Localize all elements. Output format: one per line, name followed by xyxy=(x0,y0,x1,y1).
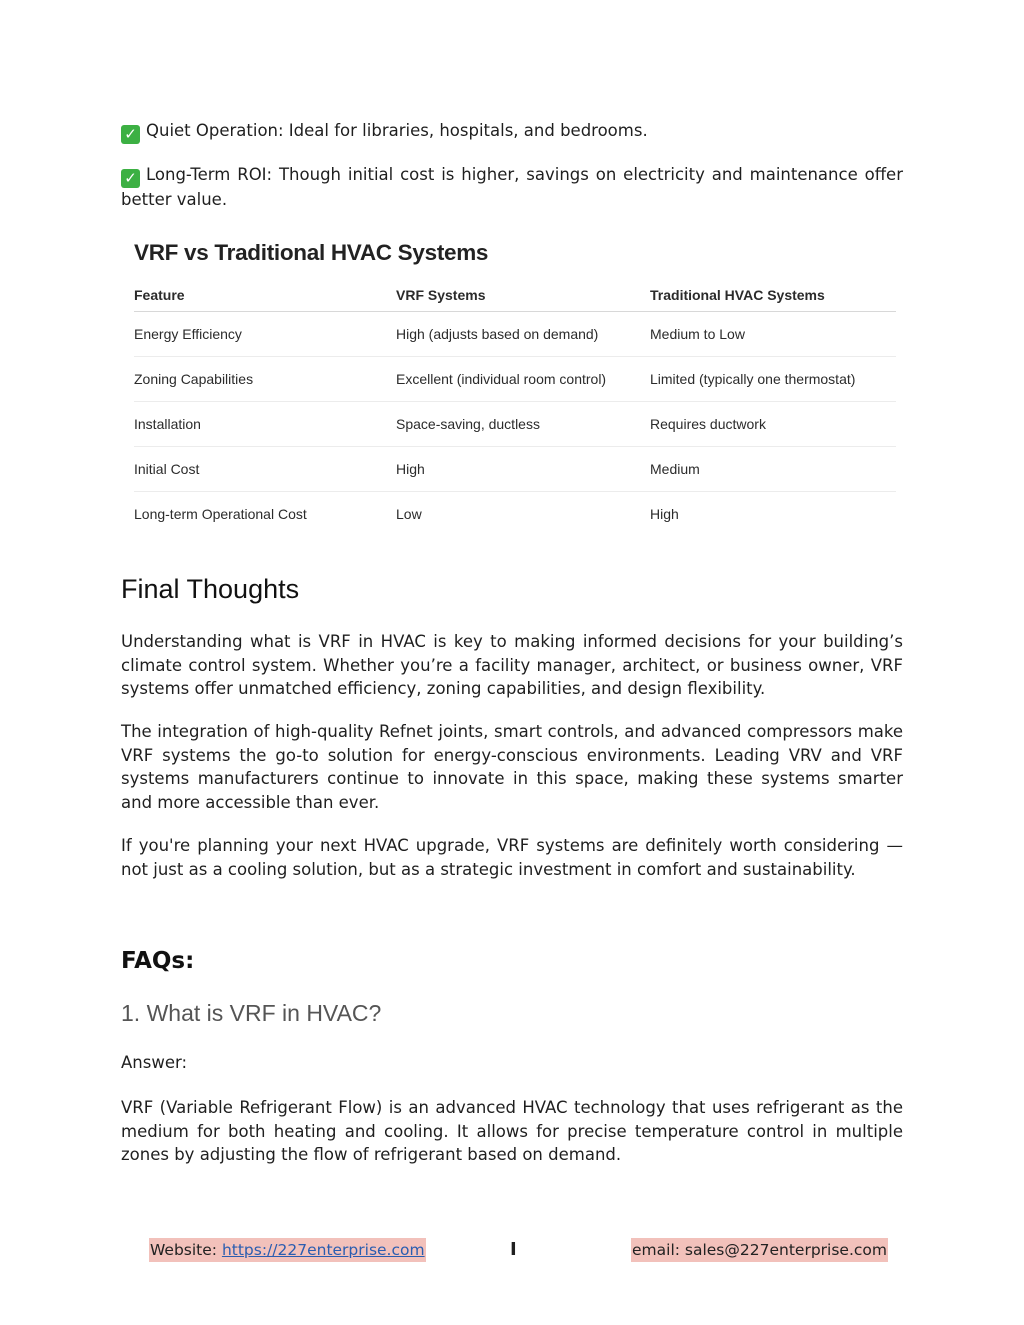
bullet-quiet-operation xyxy=(121,119,903,144)
table-cell: High xyxy=(396,447,650,492)
check-mark-icon: ✓ xyxy=(121,125,140,144)
table-cell: Space-saving, ductless xyxy=(396,402,650,447)
footer-website xyxy=(149,1238,426,1262)
table-row xyxy=(134,402,896,447)
table-row xyxy=(134,357,896,402)
table-cell: Energy Efficiency xyxy=(134,312,396,357)
faq-answer: VRF (Variable Refrigerant Flow) is an advanced HVAC technology that uses refrigerant as the medium for both heating and cooling. It allows for precise temperature control in multiple zones by adjusting the flow of refrigerant based on demand. xyxy=(121,1098,903,1164)
page-footer xyxy=(0,1238,1024,1264)
table-cell: Installation xyxy=(134,402,396,447)
table-row xyxy=(134,492,896,537)
bullet-text: Quiet Operation: Ideal for libraries, hospitals, and bedrooms. xyxy=(146,121,648,140)
footer-separator: I xyxy=(510,1239,517,1260)
table-header-row xyxy=(134,287,896,312)
table-cell: Medium xyxy=(650,447,896,492)
section-heading-faqs: FAQs: xyxy=(121,948,195,974)
answer-label: Answer: xyxy=(121,1053,188,1072)
faq-question: 1. What is VRF in HVAC? xyxy=(121,1000,382,1026)
table-cell: Requires ductwork xyxy=(650,402,896,447)
table-cell: Zoning Capabilities xyxy=(134,357,396,402)
table-title: VRF vs Traditional HVAC Systems xyxy=(134,240,489,265)
bullet-text: Long-Term ROI: Though initial cost is higher, savings on electricity and maintenance offer better value. xyxy=(121,165,903,209)
table-cell: High (adjusts based on demand) xyxy=(396,312,650,357)
table-cell: Medium to Low xyxy=(650,312,896,357)
table-row xyxy=(134,447,896,492)
paragraph: If you're planning your next HVAC upgrade, VRF systems are definitely worth considering — not just as a cooling solution, but as a strategic investment in comfort and sustainability. xyxy=(121,836,903,879)
table-row xyxy=(134,312,896,357)
website-label: Website: xyxy=(150,1241,222,1259)
table-cell: Initial Cost xyxy=(134,447,396,492)
column-header: VRF Systems xyxy=(396,287,650,312)
table-cell: Low xyxy=(396,506,422,522)
table-cell: High xyxy=(650,506,679,522)
comparison-table xyxy=(134,287,896,536)
table-cell: Long-term Operational Cost xyxy=(134,506,307,522)
website-link[interactable]: https://227enterprise.com xyxy=(221,1241,425,1259)
table-cell: Limited (typically one thermostat) xyxy=(650,357,896,402)
bullet-long-term-roi xyxy=(121,163,903,212)
column-header: Traditional HVAC Systems xyxy=(650,287,896,312)
paragraph: Understanding what is VRF in HVAC is key to making informed decisions for your building’s climate control system. Whether you’re a facility manager, architect, or business owner, VRF systems offer unmatched efficiency, zoning capabilities, and design flexibility. xyxy=(121,632,903,698)
comparison-table-section xyxy=(134,240,896,536)
column-header: Feature xyxy=(134,287,396,312)
section-heading-final-thoughts: Final Thoughts xyxy=(121,574,300,604)
footer-email: email: sales@227enterprise.com xyxy=(631,1238,888,1262)
paragraph: The integration of high-quality Refnet joints, smart controls, and advanced compressors make VRF systems the go-to solution for energy-conscious environments. Leading VRV and VRF systems manufacturers continue to innovate in this space, making these systems smarter and more accessible than ever. xyxy=(121,722,903,812)
table-cell: Excellent (individual room control) xyxy=(396,357,650,402)
check-mark-icon: ✓ xyxy=(121,169,140,188)
